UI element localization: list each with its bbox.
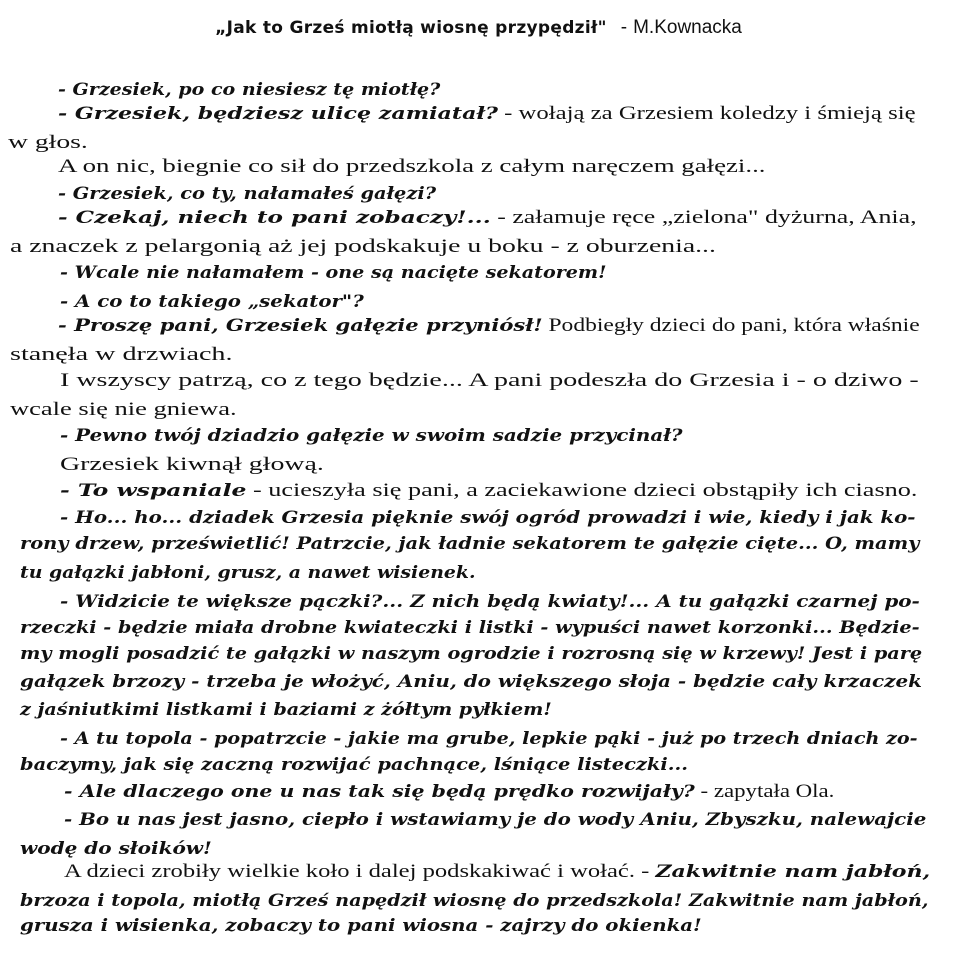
dialogue-text: Zakwitnie nam jabłoń, <box>655 862 931 882</box>
text-line <box>60 261 607 285</box>
dialogue-text: my mogli posadzić te gałązki w naszym ogrodzie i rozrosną się w krzewy! Jest i parę <box>20 644 923 664</box>
dialogue-text: - Grzesiek, po co niesiesz tę miotłę? <box>58 80 441 100</box>
dialogue-text: rzeczki - będzie miała drobne kwiateczki i listki - wypuści nawet korzonki... Będzie- <box>20 618 920 638</box>
text-line <box>20 561 476 585</box>
text-line <box>20 670 922 694</box>
dialogue-text: - Widzicie te większe pączki?... Z nich będą kwiaty!... A tu gałązki czarnej po- <box>60 592 920 612</box>
dialogue-text: z jaśniutkimi listkami i baziami z żółtym pyłkiem! <box>20 700 552 720</box>
text-line <box>20 616 920 640</box>
text-line <box>58 182 436 206</box>
narration-text: - załamuje ręce „zielona" dyżurna, Ania, <box>490 207 917 228</box>
text-line <box>20 642 922 666</box>
text-line <box>60 479 917 503</box>
dialogue-text: brzoza i topola, miotłą Grześ napędził wiosnę do przedszkola! Zakwitnie nam jabłoń, <box>20 891 929 911</box>
text-line <box>60 290 364 314</box>
text-line <box>20 532 919 556</box>
text-line <box>64 808 926 832</box>
dialogue-text: - Wcale nie nałamałem - one są nacięte sekatorem! <box>60 263 607 283</box>
narration-text: - zapytała Ola. <box>694 781 835 802</box>
narration-text: A on nic, biegnie co sił do przedszkola z całym naręczem gałęzi... <box>58 156 766 177</box>
text-line <box>10 398 237 422</box>
text-line <box>60 424 683 448</box>
text-line <box>60 727 918 751</box>
dialogue-text: - Pewno twój dziadzio gałęzie w swoim sadzie przycinał? <box>60 426 683 446</box>
text-line <box>64 780 834 804</box>
narration-text: - wołają za Grzesiem koledzy i śmieją się <box>497 103 916 124</box>
text-line <box>58 78 440 102</box>
narration-text: Podbiegły dzieci do pani, która właśnie <box>542 315 920 336</box>
narration-text: w głos. <box>8 132 88 153</box>
text-line <box>60 506 916 530</box>
dialogue-text: - Czekaj, niech to pani zobaczy!... <box>58 208 491 228</box>
text-line <box>58 155 766 179</box>
dialogue-text: rony drzew, prześwietlić! Patrzcie, jak ładnie sekatorem te gałęzie cięte... O, mamy <box>20 534 920 554</box>
story-author: M.Kownacka <box>633 17 742 38</box>
text-line <box>20 889 928 913</box>
dialogue-text: - A co to takiego „sekator"? <box>60 292 364 312</box>
text-line <box>8 131 88 155</box>
text-line <box>60 590 920 614</box>
dialogue-text: - To wspaniale <box>60 481 247 501</box>
dialogue-text: - A tu topola - popatrzcie - jakie ma grube, lepkie pąki - już po trzech dniach zo- <box>60 729 918 749</box>
narration-text: A dzieci zrobiły wielkie koło i dalej podskakiwać i wołać. - <box>64 861 656 882</box>
dialogue-text: grusza i wisienka, zobaczy to pani wiosna - zajrzy do okienka! <box>20 916 702 936</box>
text-line <box>10 343 233 367</box>
dialogue-text: - Grzesiek, co ty, nałamałeś gałęzi? <box>58 184 437 204</box>
dialogue-text: - Proszę pani, Grzesiek gałęzie przyniósł! <box>58 316 543 336</box>
dialogue-text: wodę do słoików! <box>20 839 212 859</box>
narration-text: wcale się nie gniewa. <box>10 399 237 420</box>
dialogue-text: - Bo u nas jest jasno, ciepło i wstawiamy je do wody Aniu, Zbyszku, nalewajcie <box>64 810 927 830</box>
dialogue-text: - Ale dlaczego one u nas tak się będą prędko rozwijały? <box>64 782 695 802</box>
title-line <box>0 16 957 39</box>
text-line <box>58 206 917 230</box>
narration-text: - ucieszyła się pani, a zaciekawione dzieci obstąpiły ich ciasno. <box>246 480 918 501</box>
dialogue-text: baczymy, jak się zaczną rozwijać pachnące, lśniące listeczki... <box>20 755 689 775</box>
dialogue-text: - Ho... ho... dziadek Grzesia pięknie swój ogród prowadzi i wie, kiedy i jak ko- <box>60 508 916 528</box>
narration-text: Grzesiek kiwnął głową. <box>60 454 324 475</box>
narration-text: stanęła w drzwiach. <box>10 344 233 365</box>
story-title: „Jak to Grześ miotłą wiosnę przypędził" <box>215 18 607 38</box>
text-line <box>64 860 930 884</box>
text-line <box>20 837 212 861</box>
narration-text: a znaczek z pelargonią aż jej podskakuje u boku - z oburzenia... <box>10 236 716 257</box>
text-line <box>60 453 324 477</box>
text-line <box>60 369 919 393</box>
text-line <box>58 102 916 126</box>
dialogue-text: - Grzesiek, będziesz ulicę zamiatał? <box>58 104 498 124</box>
title-dash: - <box>620 17 628 38</box>
text-line <box>10 235 716 259</box>
dialogue-text: gałązek brzozy - trzeba je włożyć, Aniu, do większego słoja - będzie cały krzaczek <box>20 672 922 692</box>
text-line <box>20 753 688 777</box>
text-line <box>20 914 702 938</box>
text-line <box>20 698 552 722</box>
text-line <box>58 314 920 338</box>
dialogue-text: tu gałązki jabłoni, grusz, a nawet wisienek. <box>20 563 476 583</box>
narration-text: I wszyscy patrzą, co z tego będzie... A pani podeszła do Grzesia i - o dziwo - <box>60 370 919 391</box>
